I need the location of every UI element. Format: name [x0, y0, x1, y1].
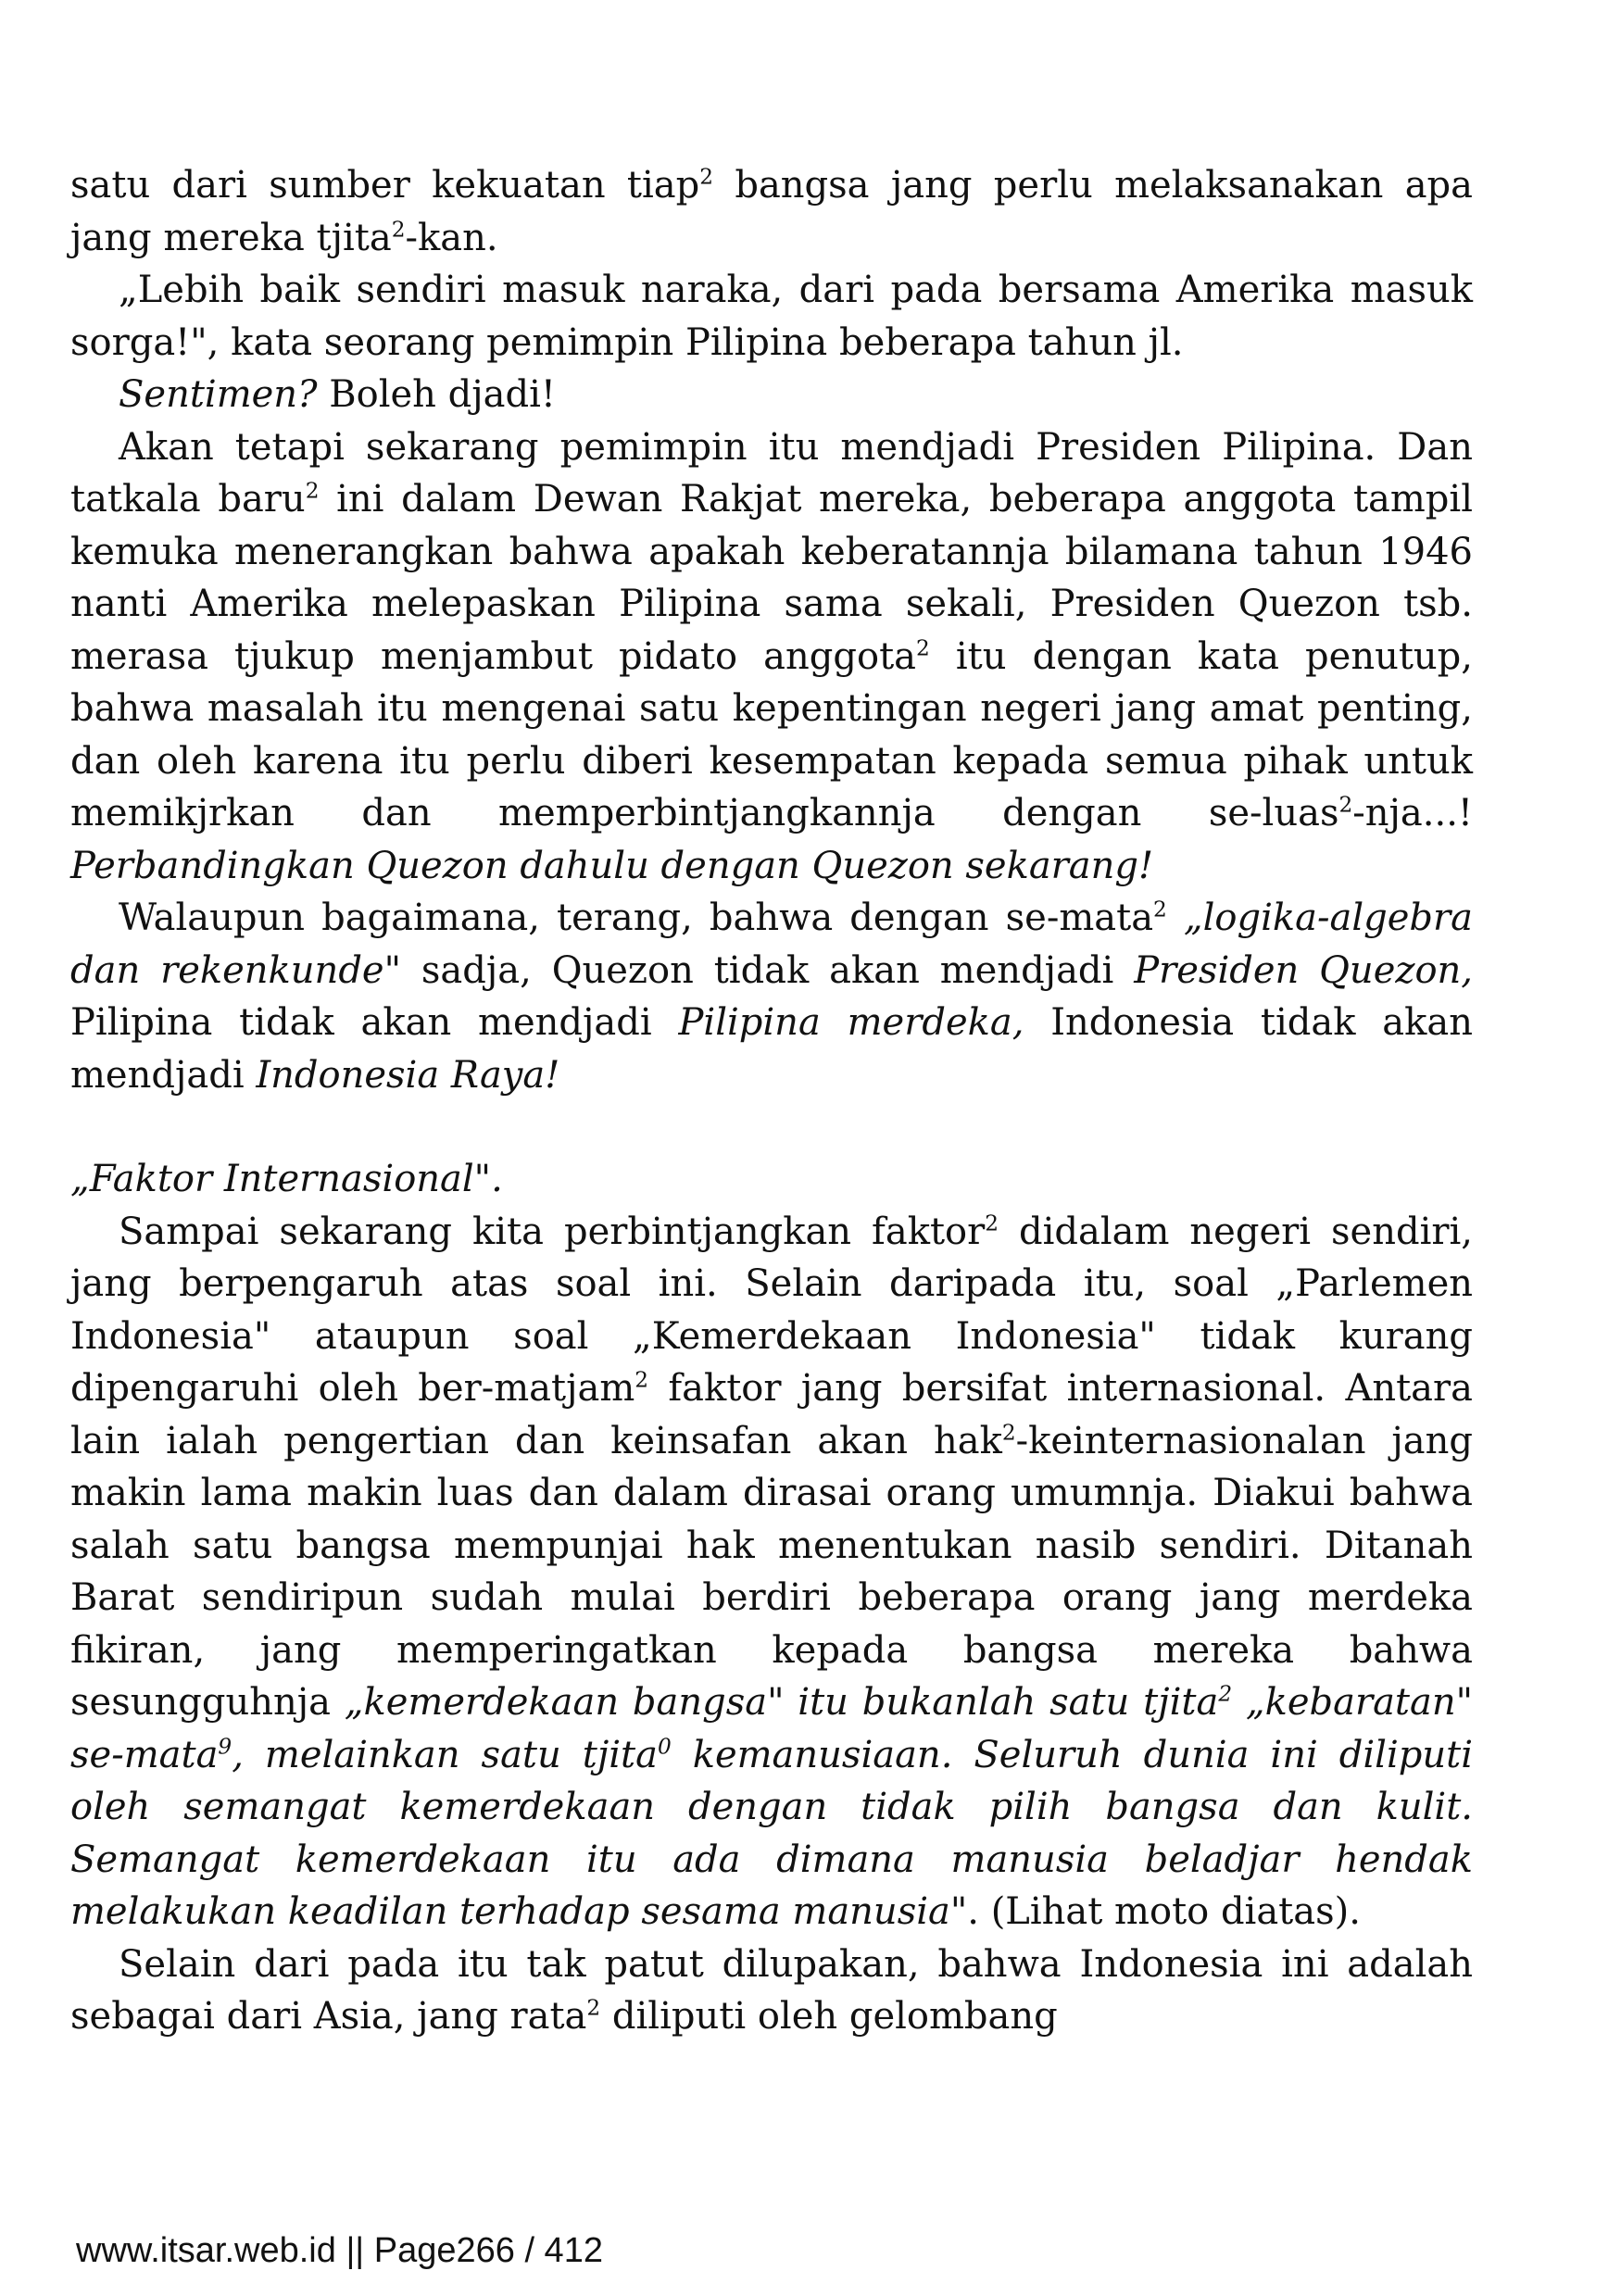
- superscript: 2: [635, 1367, 649, 1393]
- text-run: „Lebih baik sendiri masuk naraka, dari pada bersama Amerika masuk sorga!", kata seorang pemimpin Pilipina beberapa tahun jl.: [70, 269, 1473, 364]
- text-run: satu dari sumber kekuatan tiap: [70, 164, 700, 207]
- italic-text: Sentimen?: [119, 373, 318, 416]
- section-heading: [70, 1153, 1473, 1206]
- superscript: 9: [218, 1734, 232, 1760]
- italic-text: Presiden Quezon,: [1134, 948, 1474, 992]
- italic-text: „kemerdekaan bangsa" itu bukanlah satu tjita: [344, 1681, 1219, 1724]
- italic-text: Pilipina merdeka,: [678, 1001, 1024, 1044]
- text-run: [1167, 897, 1184, 939]
- text-run: itu dengan kata penutup, bahwa masalah itu mengenai satu kepentingan negeri jang amat penting, dan oleh karena itu perlu diberi kesempatan kepada semua pihak untuk memikjrkan dan memperbintjangkannja dengan se-luas: [70, 634, 1473, 834]
- text-run: didalam negeri sendiri, jang berpengaruh atas soal ini. Selain daripada itu, soal „Parlemen Indonesia" ataupun soal „Kemerdekaan Indonesia" tidak kurang dipengaruhi oleh ber-matjam: [70, 1210, 1474, 1410]
- text-run: faktor jang bersifat internasional. Antara lain ialah pengertian dan keinsafan akan hak: [70, 1367, 1473, 1462]
- superscript: 0: [657, 1734, 672, 1760]
- page-footer: www.itsar.web.id || Page266 / 412: [76, 2231, 603, 2270]
- superscript: 2: [1338, 792, 1353, 818]
- paragraph: [70, 1206, 1473, 1938]
- paragraph: [70, 1938, 1473, 2043]
- text-run: diliputi oleh gelombang: [600, 1995, 1058, 2038]
- superscript: 2: [305, 478, 320, 504]
- italic-text: Indonesia Raya!: [256, 1053, 560, 1097]
- paragraph: [70, 892, 1473, 1101]
- paragraph: [70, 369, 1473, 421]
- superscript: 2: [916, 635, 930, 661]
- text-run: sadja, Quezon tidak akan mendjadi: [401, 948, 1135, 992]
- italic-text: „Faktor Internasional".: [70, 1158, 503, 1200]
- superscript: 2: [699, 164, 714, 190]
- text-run: -nja...!: [1352, 792, 1473, 834]
- italic-text: kemanusiaan. Seluruh dunia ini diliputi oleh semangat kemerdekaan dengan tidak pilih bangsa dan kulit. Semangat kemerdekaan itu ada dimana manusia beladjar hendak melakukan keadilan terhadap sesama manusia": [70, 1733, 1473, 1933]
- paragraph: [70, 159, 1473, 264]
- superscript: 2: [985, 1211, 999, 1236]
- text-run: -kan.: [405, 216, 498, 259]
- text-run: bangsa jang perlu melaksanakan apa jang mereka tjita: [70, 164, 1473, 259]
- text-run: Akan tetapi sekarang pemimpin itu mendjadi Presiden Pilipina. Dan tatkala baru: [70, 425, 1473, 521]
- text-run: Selain dari pada itu tak patut dilupakan, bahwa Indonesia ini adalah sebagai dari Asia, jang rata: [70, 1942, 1473, 2038]
- superscript: 2: [1001, 1420, 1016, 1446]
- paragraph: [70, 264, 1473, 369]
- superscript: 2: [586, 1995, 601, 2021]
- text-run: Indonesia tidak akan mendjadi: [70, 1001, 1474, 1097]
- document-body: [70, 159, 1473, 2043]
- paragraph: [70, 421, 1473, 893]
- superscript: 2: [1218, 1681, 1233, 1707]
- superscript: 2: [1153, 897, 1167, 922]
- text-run: . (Lihat moto diatas).: [967, 1890, 1361, 1933]
- text-run: Walaupun bagaimana, terang, bahwa dengan se-mata: [119, 897, 1154, 939]
- italic-text: „logika-algebra dan rekenkunde": [70, 897, 1473, 992]
- italic-text: , melainkan satu tjita: [232, 1733, 658, 1776]
- text-run: ini dalam Dewan Rakjat mereka, beberapa anggota tampil kemuka menerangkan bahwa apakah keberatannja bilamana tahun 1946 nanti Amerika melepaskan Pilipina sama sekali, Presiden Quezon tsb. merasa tjukup menjambut pidato anggota: [70, 478, 1473, 678]
- text-run: Pilipina tidak akan mendjadi: [70, 1001, 679, 1044]
- superscript: 2: [391, 217, 406, 243]
- italic-text: „kebaratan" se-mata: [70, 1681, 1474, 1776]
- text-run: Boleh djadi!: [317, 373, 556, 416]
- italic-text: Perbandingkan Quezon dahulu dengan Quezon sekarang!: [70, 844, 1154, 887]
- text-run: -keinternasionalan jang makin lama makin luas dan dalam dirasai orang umumnja. Diakui bahwa salah satu bangsa mempunjai hak menentukan nasib sendiri. Ditanah Barat sendiripun sudah mulai berdiri beberapa orang jang merdeka fikiran, jang memperingatkan kepada bangsa mereka bahwa sesungguhnja: [70, 1419, 1474, 1724]
- text-run: Sampai sekarang kita perbintjangkan faktor: [119, 1210, 986, 1253]
